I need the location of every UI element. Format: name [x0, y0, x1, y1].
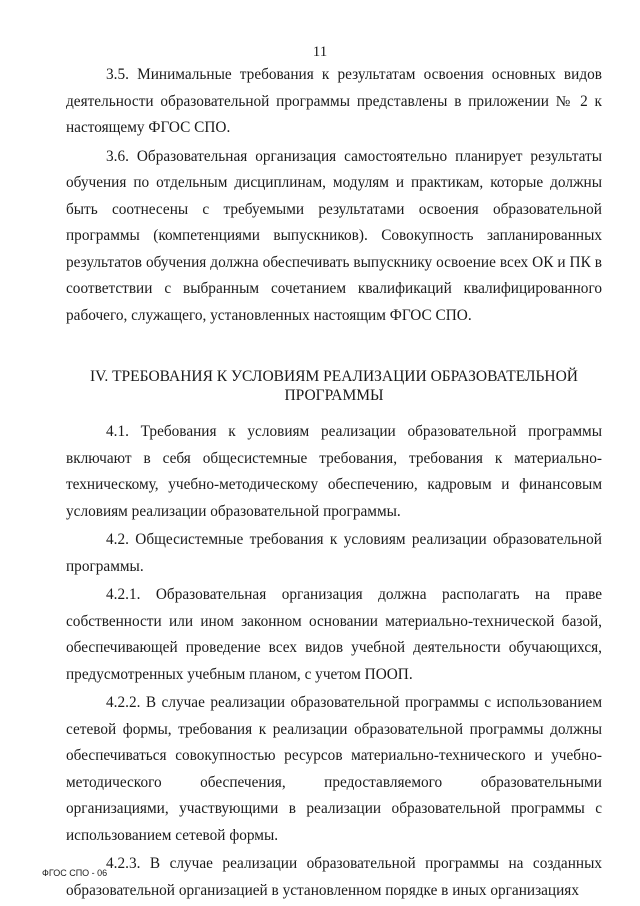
document-body [66, 62, 602, 906]
page-number: 11 [312, 44, 328, 60]
paragraph-4-2: 4.2. Общесистемные требования к условиям реализации образовательной программы. [66, 531, 602, 575]
paragraph-3-6: 3.6. Образовательная организация самостоятельно планирует результаты обучения по отдельным дисциплинам, модулям и практикам, которые должны быть соотнесены с требуемыми результатами освоения образовательной программы (компетенциями выпускников). Совокупность запланированных результатов обучения должна обеспечивать выпускнику освоение всех ОК и ПК в соответствии с выбранным сочетанием квалификаций квалифицированного рабочего, служащего, установленных настоящим ФГОС СПО. [66, 147, 602, 324]
paragraph-4-2-2: 4.2.2. В случае реализации образовательной программы с использованием сетевой формы, требования к реализации образовательной программы должны обеспечиваться совокупностью ресурсов материально-технического и учебно-методического обеспечения, предоставляемого образовательными организациями, участвующими в реализации образовательной программы с использованием сетевой формы. [66, 694, 602, 844]
footer-code: ФГОС СПО - 06 [42, 868, 108, 878]
section-heading: IV. ТРЕБОВАНИЯ К УСЛОВИЯМ РЕАЛИЗАЦИИ ОБРАЗОВАТЕЛЬНОЙ ПРОГРАММЫ [89, 368, 578, 404]
paragraph-4-2-3: 4.2.3. В случае реализации образовательной программы на созданных образовательной организацией в установленном порядке в иных организациях [66, 855, 602, 899]
paragraph-4-2-1: 4.2.1. Образовательная организация должна располагать на праве собственности или ином законном основании материально-технической базой, обеспечивающей проведение всех видов учебной деятельности обучающихся, предусмотренных учебным планом, с учетом ПООП. [66, 586, 602, 683]
paragraph-4-1: 4.1. Требования к условиям реализации образовательной программы включают в себя общесистемные требования, требования к материально-техническому, учебно-методическому обеспечению, кадровым и финансовым условиям реализации образовательной программы. [66, 423, 602, 520]
paragraph-3-5: 3.5. Минимальные требования к результатам освоения основных видов деятельности образовательной программы представлены в приложении № 2 к настоящему ФГОС СПО. [66, 66, 602, 136]
